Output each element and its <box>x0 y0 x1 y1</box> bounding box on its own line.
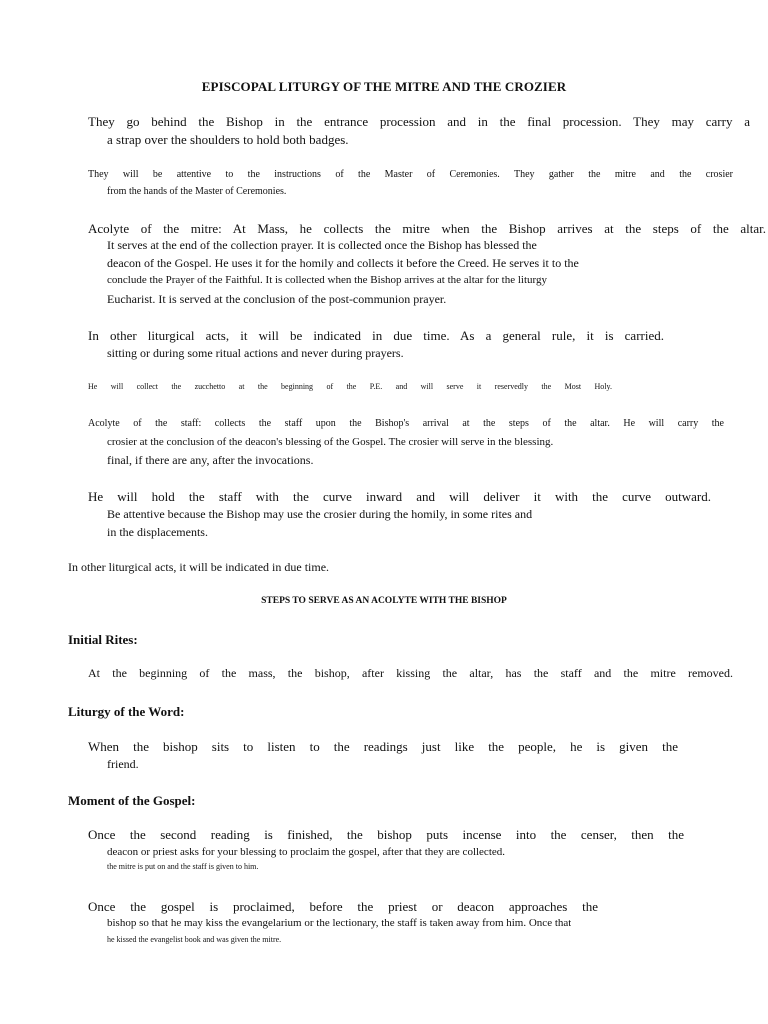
paragraph-line: Acolyte of the mitre: At Mass, he collects the mitre when the Bishop arrives at the steps of the altar. <box>88 221 766 236</box>
paragraph-line: They go behind the Bishop in the entrance procession and in the final procession. They may carry a <box>88 114 750 129</box>
paragraph-line: conclude the Prayer of the Faithful. It is collected when the Bishop arrives at the altar for the liturgy <box>107 274 547 286</box>
paragraph-line: in the displacements. <box>107 525 208 539</box>
paragraph-line: friend. <box>107 757 139 771</box>
heading-initial-rites: Initial Rites: <box>68 632 138 647</box>
paragraph-line: It serves at the end of the collection prayer. It is collected once the Bishop has blessed the <box>107 238 537 252</box>
paragraph-line: In other liturgical acts, it will be indicated in due time. As a general rule, it is carried. <box>88 328 664 343</box>
paragraph-line: a strap over the shoulders to hold both badges. <box>107 132 349 147</box>
paragraph-line: At the beginning of the mass, the bishop, after kissing the altar, has the staff and the mitre removed. <box>88 666 733 680</box>
paragraph-line: In other liturgical acts, it will be indicated in due time. <box>68 560 330 574</box>
paragraph-line: Acolyte of the staff: collects the staff upon the Bishop's arrival at the steps of the altar. He will carry the <box>88 418 724 429</box>
paragraph-line: he kissed the evangelist book and was given the mitre. <box>107 935 282 944</box>
heading-liturgy-of-the-word: Liturgy of the Word: <box>68 704 185 719</box>
heading-moment-of-the-gospel: Moment of the Gospel: <box>68 793 196 808</box>
paragraph-line: Once the second reading is finished, the bishop puts incense into the censer, then the <box>88 827 684 842</box>
paragraph-line: sitting or during some ritual actions and never during prayers. <box>107 346 404 360</box>
paragraph-line: the mitre is put on and the staff is given to him. <box>107 862 259 871</box>
section-subtitle: STEPS TO SERVE AS AN ACOLYTE WITH THE BISHOP <box>261 596 507 606</box>
paragraph-line: from the hands of the Master of Ceremonies. <box>107 186 287 197</box>
paragraph-line: crosier at the conclusion of the deacon's blessing of the Gospel. The crosier will serve in the blessing. <box>107 436 554 448</box>
paragraph-line: Once the gospel is proclaimed, before the priest or deacon approaches the <box>88 899 598 914</box>
paragraph-line: He will hold the staff with the curve inward and will deliver it with the curve outward. <box>88 489 711 504</box>
paragraph-line: deacon of the Gospel. He uses it for the homily and collects it before the Creed. He serves it to the <box>107 256 579 270</box>
paragraph-line: He will collect the zucchetto at the beginning of the P.E. and will serve it reservedly the Most Holy. <box>88 382 612 391</box>
paragraph-line: bishop so that he may kiss the evangelarium or the lectionary, the staff is taken away from him. Once that <box>107 917 572 929</box>
paragraph-line: deacon or priest asks for your blessing to proclaim the gospel, after that they are collected. <box>107 846 506 858</box>
paragraph-line: Eucharist. It is served at the conclusion of the post-communion prayer. <box>107 292 447 306</box>
document-title: EPISCOPAL LITURGY OF THE MITRE AND THE CROZIER <box>201 79 567 94</box>
paragraph-line: final, if there are any, after the invocations. <box>107 453 314 467</box>
paragraph-line: When the bishop sits to listen to the readings just like the people, he is given the <box>88 739 678 754</box>
paragraph-line: They will be attentive to the instructions of the Master of Ceremonies. They gather the mitre and the crosier <box>88 169 733 180</box>
paragraph-line: Be attentive because the Bishop may use the crosier during the homily, in some rites and <box>107 507 533 521</box>
